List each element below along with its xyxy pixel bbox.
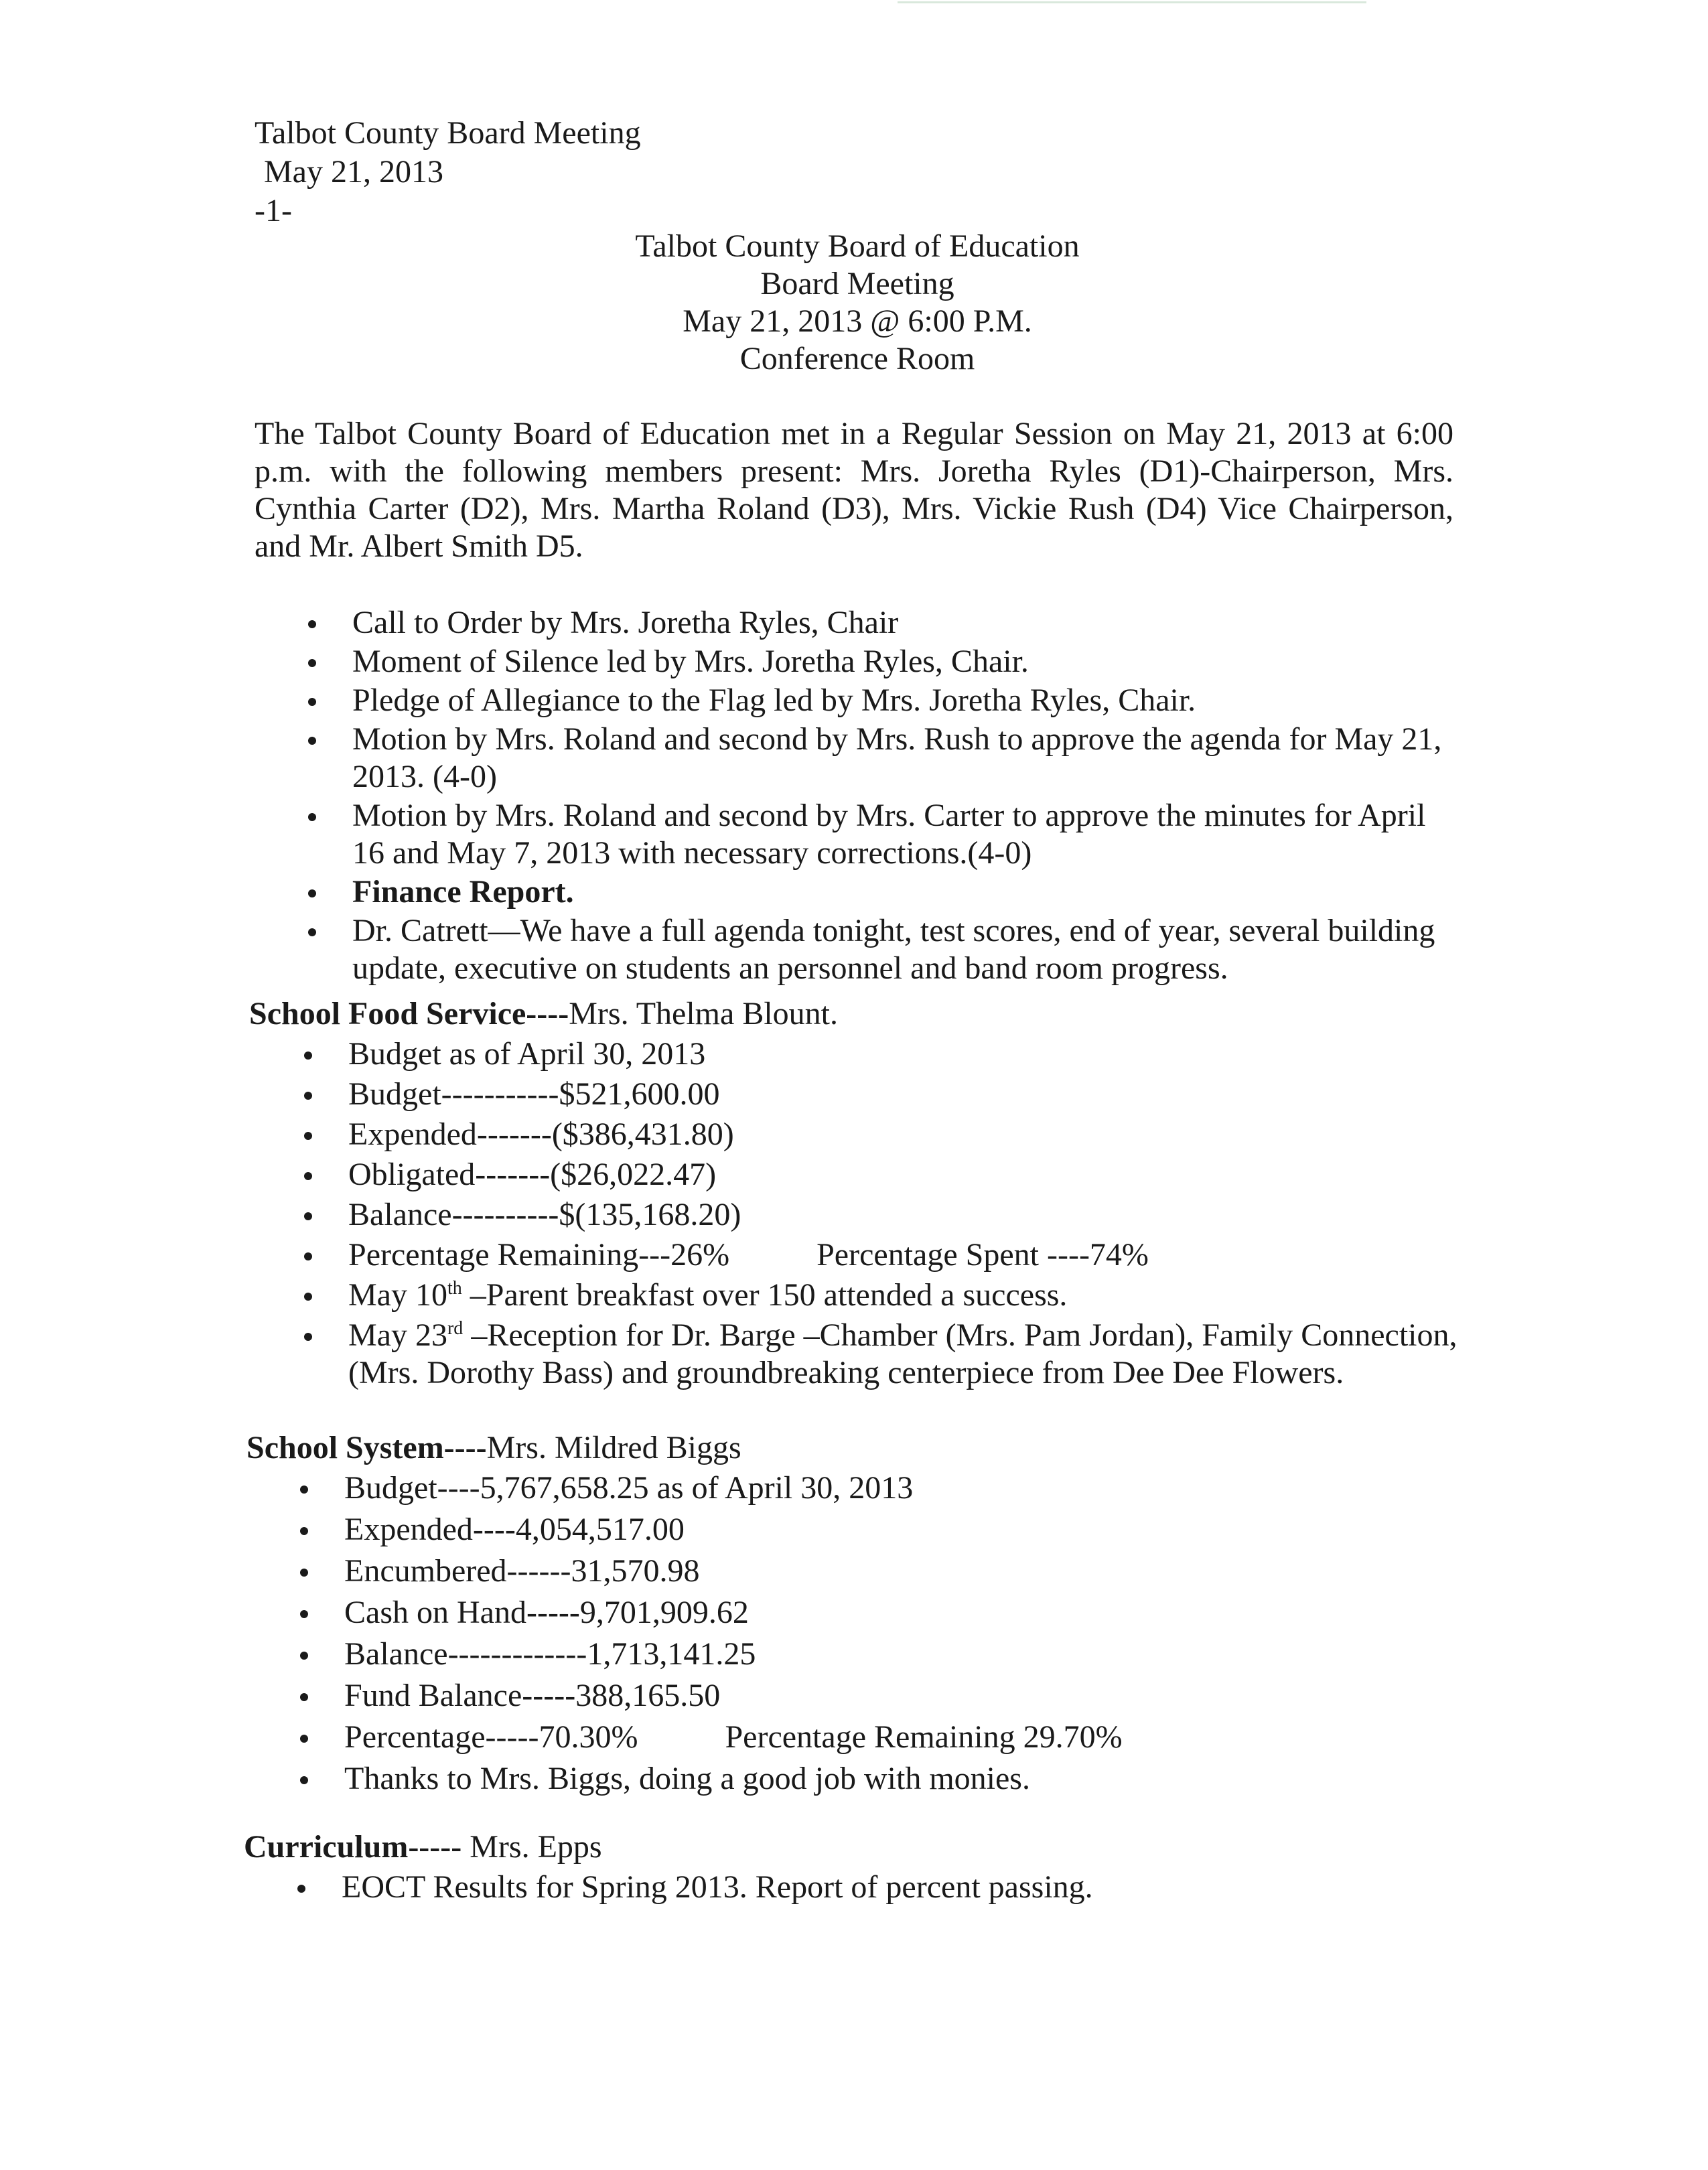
scan-edge-line: [898, 1, 1366, 3]
list-item: Motion by Mrs. Roland and second by Mrs. Carter to approve the minutes for April 16 and May 7, 2013 with necessary corrections.(4-0): [352, 797, 1457, 872]
list-item: Balance-------------1,713,141.25: [344, 1636, 1456, 1673]
meeting-title-block: [522, 228, 1192, 378]
ordinal-suffix: th: [447, 1278, 462, 1299]
page-number: -1-: [255, 193, 292, 228]
pct-spent: Percentage Spent ----74%: [816, 1237, 1149, 1273]
food-service-heading: [249, 995, 838, 1033]
list-item: Pledge of Allegiance to the Flag led by Mrs. Joretha Ryles, Chair.: [352, 682, 1457, 719]
section-title: Curriculum-----: [244, 1829, 462, 1865]
section-presenter: Mrs. Mildred Biggs: [486, 1430, 741, 1465]
meeting-location: Conference Room: [739, 341, 975, 376]
list-item: [348, 1277, 1460, 1314]
header-title: Talbot County Board Meeting: [255, 115, 641, 151]
event-date: May 23: [348, 1317, 447, 1353]
list-item: Budget-----------$521,600.00: [348, 1076, 1460, 1113]
pct-remaining: Percentage Remaining 29.70%: [725, 1719, 1123, 1755]
org-name: Talbot County Board of Education: [635, 228, 1080, 264]
event-text: –Parent breakfast over 150 attended a success.: [461, 1277, 1068, 1313]
curriculum-heading: [244, 1828, 602, 1866]
list-item: Dr. Catrett—We have a full agenda tonight, test scores, end of year, several building update, executive on students an personnel and band room progress.: [352, 912, 1457, 987]
list-item: Encumbered------31,570.98: [344, 1552, 1456, 1590]
list-item: Budget as of April 30, 2013: [348, 1035, 1460, 1073]
event-text: –Reception for Dr. Barge –Chamber (Mrs. Pam Jordan), Family Connection, (Mrs. Dorothy Bass) and groundbreaking centerpiece from Dee Dee Flowers.: [348, 1317, 1457, 1390]
school-system-heading: [246, 1429, 741, 1467]
section-presenter: Mrs. Thelma Blount.: [569, 996, 838, 1031]
ordinal-suffix: rd: [447, 1318, 464, 1339]
list-item: Balance----------$(135,168.20): [348, 1196, 1460, 1234]
list-item: [352, 873, 1457, 911]
header-date: May 21, 2013: [264, 154, 443, 190]
curriculum-list: [342, 1869, 1453, 1906]
pct-remaining: Percentage Remaining---26%: [348, 1237, 730, 1273]
list-item: Thanks to Mrs. Biggs, doing a good job with monies.: [344, 1760, 1456, 1798]
list-item: Fund Balance-----388,165.50: [344, 1677, 1456, 1715]
list-item: Budget----5,767,658.25 as of April 30, 2013: [344, 1469, 1456, 1507]
agenda-list: [352, 604, 1457, 989]
list-item: Cash on Hand-----9,701,909.62: [344, 1594, 1456, 1632]
school-system-list: [344, 1469, 1456, 1802]
list-item: EOCT Results for Spring 2013. Report of percent passing.: [342, 1869, 1453, 1906]
list-item: Motion by Mrs. Roland and second by Mrs. Rush to approve the agenda for May 21, 2013. (4-0): [352, 721, 1457, 796]
page-header: [255, 114, 641, 230]
list-item: Expended-------($386,431.80): [348, 1116, 1460, 1153]
list-item: [344, 1719, 1456, 1756]
list-item: Obligated-------($26,022.47): [348, 1156, 1460, 1194]
list-item: [348, 1317, 1460, 1392]
meeting-type: Board Meeting: [760, 266, 954, 301]
list-item: Expended----4,054,517.00: [344, 1511, 1456, 1548]
section-title: School Food Service----: [249, 996, 569, 1031]
list-item: Moment of Silence led by Mrs. Joretha Ryles, Chair.: [352, 643, 1457, 680]
list-item: [348, 1236, 1460, 1274]
meeting-datetime: May 21, 2013 @ 6:00 P.M.: [683, 303, 1032, 339]
event-date: May 10: [348, 1277, 447, 1313]
pct-spent: Percentage-----70.30%: [344, 1719, 638, 1755]
section-presenter: Mrs. Epps: [461, 1829, 602, 1865]
intro-paragraph: The Talbot County Board of Education met in a Regular Session on May 21, 2013 at 6:00 p.m. with the following members present: Mrs. Joretha Ryles (D1)-Chairperson, Mrs. Cynthia Carter (D2), Mrs. Martha Roland (D3), Mrs. Vickie Rush (D4) Vice Chairperson, and Mr. Albert Smith D5.: [255, 416, 1453, 564]
section-title: School System----: [246, 1430, 487, 1465]
finance-report-heading: Finance Report.: [352, 874, 574, 910]
list-item: Call to Order by Mrs. Joretha Ryles, Chair: [352, 604, 1457, 642]
food-service-list: [348, 1035, 1460, 1394]
